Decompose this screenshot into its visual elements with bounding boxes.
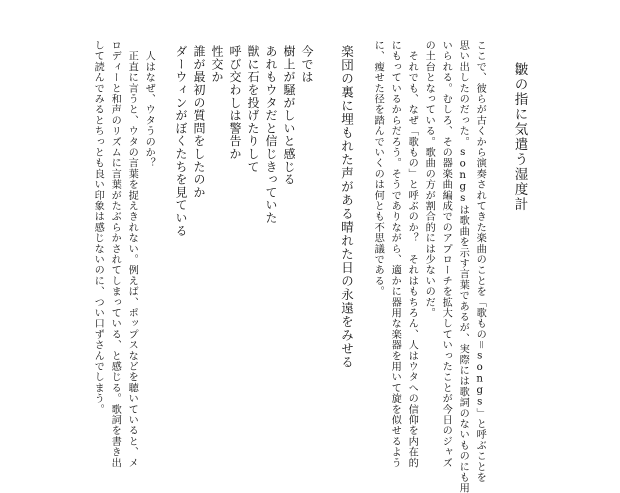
poem-line-3: あれもウタだと信じきっていた	[264, 45, 278, 225]
poem-line-4: 獣に石を投げたりして	[246, 45, 260, 173]
closing-line-1: 人はなぜ、ウタうのか？	[143, 40, 155, 169]
poem-line-8: ダーウィンがぼくたちを見ている	[174, 45, 188, 237]
intro-line-3: いられる。むしろ、その器楽曲編成でのアプローチを拡大していったことが今日のジャズ	[440, 40, 452, 468]
intro-line-4: の土台となっている。歌曲の方が割合的には少ないのだ。	[423, 40, 435, 319]
poem-line-5: 呼び交わしは警告か	[228, 45, 242, 161]
poem-line-7: 誰が最初の質問をしたのか	[192, 45, 206, 199]
poem-line-2: 樹上が騒がしいと感じる	[282, 45, 296, 186]
intro-line-5: それでも、なぜ「歌もの」と呼ぶのか？ それはもちろん、人はウタへの信仰を内在的	[406, 40, 418, 468]
document-title: 皺の指に気遣う湿度計	[511, 62, 528, 212]
intro-line-7: に、瘦せた径を踏んでいくのは何とも不思議である。	[372, 40, 384, 297]
closing-line-4: して読んでみるとちっとも良い印象は感じないのに、つい口ずさんでしまう。	[92, 40, 104, 415]
intro-line-6: にもっているからだろう。そうでありながら、適かに器用な楽器を用いて旋を似せるよう	[389, 40, 401, 468]
closing-line-2: 正直に言うと、ウタの言葉を捉えきれない。例えば、ポップスなどを聴いていると、メ	[126, 40, 138, 468]
poem-line-1: 今では	[300, 45, 314, 84]
section-heading: 楽団の裏に埋もれた声がある晴れた日の永遠をみせる	[339, 45, 355, 369]
poem-line-6: 性交か	[210, 45, 224, 84]
intro-line-1: ここで、彼らが古くから演奏されてきた楽曲のことを「歌もの＝songs」と呼ぶことを	[474, 40, 486, 483]
intro-line-2: 思い出したのだった。songsは歌曲を示す言葉であるが、実際には歌詞のないものにも用	[457, 40, 469, 493]
closing-line-3: ロディーと和声のリズムに言葉がたぶらかされてしまっている、と感じる。歌詞を書き出	[109, 40, 121, 468]
